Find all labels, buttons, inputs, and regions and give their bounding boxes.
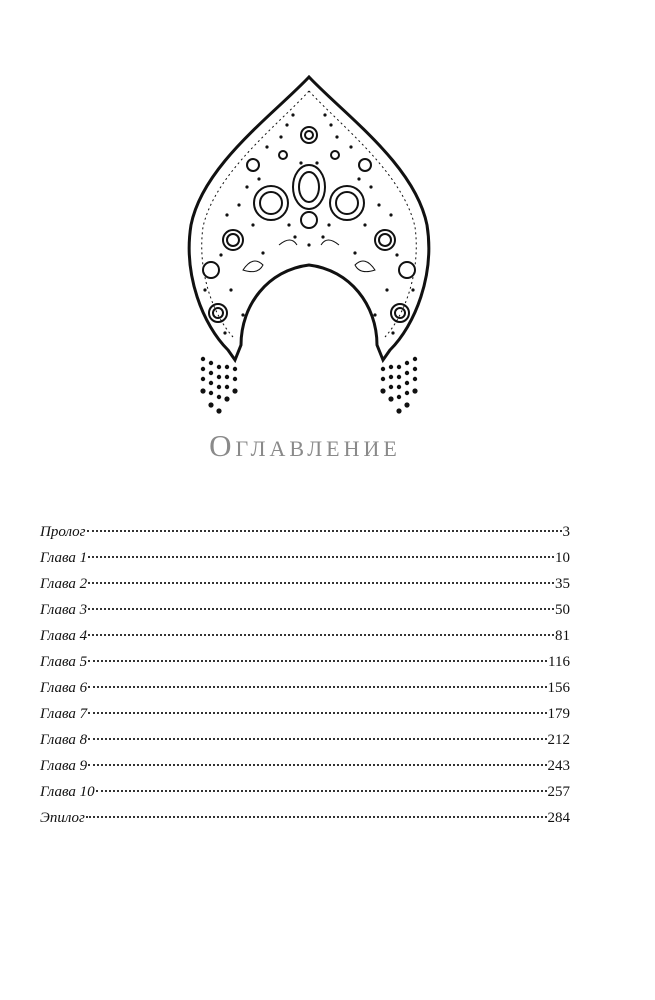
- toc-entry[interactable]: [40, 805, 570, 831]
- toc-heading: [0, 428, 610, 464]
- toc-dot-leader: [88, 581, 554, 584]
- toc-heading-text: Оглавление: [209, 428, 401, 463]
- toc-entry-page: 10: [555, 550, 570, 566]
- toc-entry[interactable]: [40, 675, 570, 701]
- toc-dot-leader: [87, 529, 562, 532]
- toc-entry-title: Глава 9: [40, 758, 88, 774]
- toc-entry-title: Глава 5: [40, 654, 88, 670]
- toc-entry-title: Глава 6: [40, 680, 88, 696]
- toc-entry[interactable]: [40, 545, 570, 571]
- toc-entry-title: Глава 1: [40, 550, 88, 566]
- toc-entry[interactable]: [40, 649, 570, 675]
- toc-entry-page: 81: [555, 628, 570, 644]
- toc-entry-page: 116: [548, 654, 570, 670]
- toc-entry-title: Глава 7: [40, 706, 88, 722]
- toc-entry-page: 156: [547, 680, 570, 696]
- toc-dot-leader: [88, 659, 547, 662]
- toc-entry-page: 179: [547, 706, 570, 722]
- toc-entry[interactable]: [40, 519, 570, 545]
- toc-entry-title: Глава 4: [40, 628, 88, 644]
- toc-dot-leader: [88, 607, 554, 610]
- table-of-contents: [40, 519, 570, 831]
- toc-entry[interactable]: [40, 597, 570, 623]
- toc-entry-title: Эпилог: [40, 810, 85, 826]
- toc-entry-page: 257: [547, 784, 570, 800]
- toc-dot-leader: [88, 633, 554, 636]
- toc-entry-page: 3: [562, 524, 570, 540]
- toc-entry-page: 212: [547, 732, 570, 748]
- toc-entry[interactable]: [40, 753, 570, 779]
- toc-dot-leader: [88, 685, 546, 688]
- toc-entry-title: Глава 3: [40, 602, 88, 618]
- toc-dot-leader: [88, 711, 546, 714]
- toc-entry-page: 50: [555, 602, 570, 618]
- toc-entry-title: Пролог: [40, 524, 86, 540]
- toc-entry-page: 243: [547, 758, 570, 774]
- toc-entry-page: 35: [555, 576, 570, 592]
- toc-entry[interactable]: [40, 571, 570, 597]
- toc-dot-leader: [88, 763, 546, 766]
- toc-entry-title: Глава 8: [40, 732, 88, 748]
- toc-dot-leader: [96, 789, 547, 792]
- toc-entry[interactable]: [40, 779, 570, 805]
- toc-dot-leader: [86, 815, 547, 818]
- toc-entry[interactable]: [40, 727, 570, 753]
- toc-dot-leader: [88, 555, 554, 558]
- toc-entry[interactable]: [40, 623, 570, 649]
- toc-dot-leader: [88, 737, 546, 740]
- toc-entry[interactable]: [40, 701, 570, 727]
- kokoshnik-illustration: [183, 75, 435, 425]
- toc-entry-title: Глава 2: [40, 576, 88, 592]
- toc-entry-title: Глава 10: [40, 784, 95, 800]
- toc-entry-page: 284: [547, 810, 570, 826]
